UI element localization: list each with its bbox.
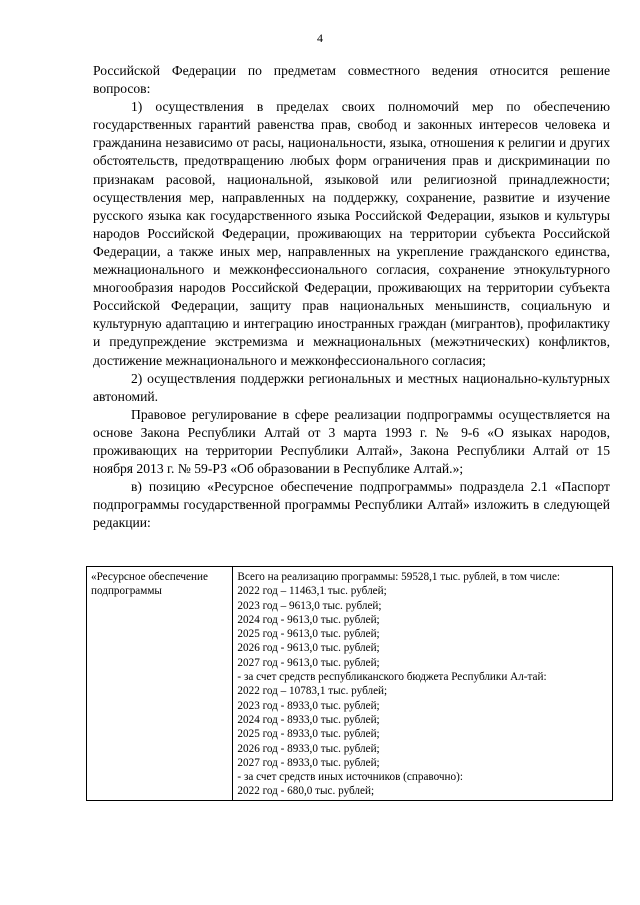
- resource-table: [86, 566, 613, 801]
- table-line: 2022 год – 10783,1 тыс. рублей;: [237, 685, 388, 698]
- table-line: Всего на реализацию программы: 59528,1 тыс. рублей, в том числе:: [237, 571, 561, 583]
- table-line: 2025 год - 8933,0 тыс. рублей;: [237, 728, 380, 741]
- table-line: 2022 год - 680,0 тыс. рублей;: [237, 785, 375, 798]
- table-line: 2027 год - 9613,0 тыс. рублей;: [237, 656, 380, 669]
- paragraph-item-2: 2) осуществления поддержки региональных и местных национально-культурных автономий.: [93, 370, 610, 404]
- table-line: 2026 год - 9613,0 тыс. рублей;: [237, 642, 380, 655]
- paragraph-item-1: 1) осуществления в пределах своих полномочий мер по обеспечению государственных гарантий равенства прав, свобод и законных интересов человека и гражданина независимо от расы, национальности, языка, отношения к религии и других обстоятельств, предотвращению любых форм ограничения прав и дискриминации по признакам расовой, национальной, языковой или религиозной принадлежности; осуществления мер, направленных на поддержку, сохранение, развитие и изучение русского языка как государственного языка Российской Федерации, языков и культуры народов Российской Федерации, проживающих на территории субъекта Российской Федерации, а также иных мер, направленных на укрепление гражданского единства, межнационального и межконфессионального согласия, сохранение этнокультурного многообразия народов Российской Федерации, проживающих на территории субъекта Российской Федерации, защиту прав национальных меньшинств, социальную и культурную адаптацию и интеграцию иностранных граждан (мигрантов), профилактику и предупреждение экстремизма и межнациональных (межэтнических) конфликтов, достижение межнационального и межконфессионального согласия;: [93, 99, 610, 368]
- table-line: - за счет средств иных источников (справочно):: [237, 771, 463, 784]
- table-line: 2026 год - 8933,0 тыс. рублей;: [237, 742, 380, 755]
- table-line: - за счет средств республиканского бюджета Республики Ал-тай:: [237, 671, 547, 684]
- table-line: 2023 год - 8933,0 тыс. рублей;: [237, 699, 380, 712]
- paragraph-intro: Российской Федерации по предметам совместного ведения относится решение вопросов:: [93, 63, 610, 97]
- page-number: 4: [317, 31, 323, 45]
- table-row: [87, 567, 613, 801]
- table-label-cell: «Ресурсное обеспечение подпрограммы: [87, 567, 233, 801]
- table-line: 2022 год – 11463,1 тыс. рублей;: [237, 585, 387, 598]
- table-line: 2023 год – 9613,0 тыс. рублей;: [237, 599, 382, 612]
- paragraph-legal-regulation: Правовое регулирование в сфере реализации подпрограммы осуществляется на основе Закона Республики Алтай от 3 марта 1993 г. № 9-6 «О языках народов, проживающих на территории Республики Алтай», Закона Республики Алтай от 15 ноября 2013 г. № 59-РЗ «Об образовании в Республике Алтай.»;: [93, 406, 610, 477]
- table-line: 2024 год - 9613,0 тыс. рублей;: [237, 613, 380, 626]
- table-line: 2024 год - 8933,0 тыс. рублей;: [237, 713, 380, 726]
- body-text: [93, 62, 610, 532]
- table-value-cell: [233, 567, 613, 801]
- table-line: 2025 год - 9613,0 тыс. рублей;: [237, 628, 380, 641]
- paragraph-amendment-v: в) позицию «Ресурсное обеспечение подпрограммы» подраздела 2.1 «Паспорт подпрограммы государственной программы Республики Алтай» изложить в следующей редакции:: [93, 479, 610, 531]
- table-line: 2027 год - 8933,0 тыс. рублей;: [237, 756, 380, 769]
